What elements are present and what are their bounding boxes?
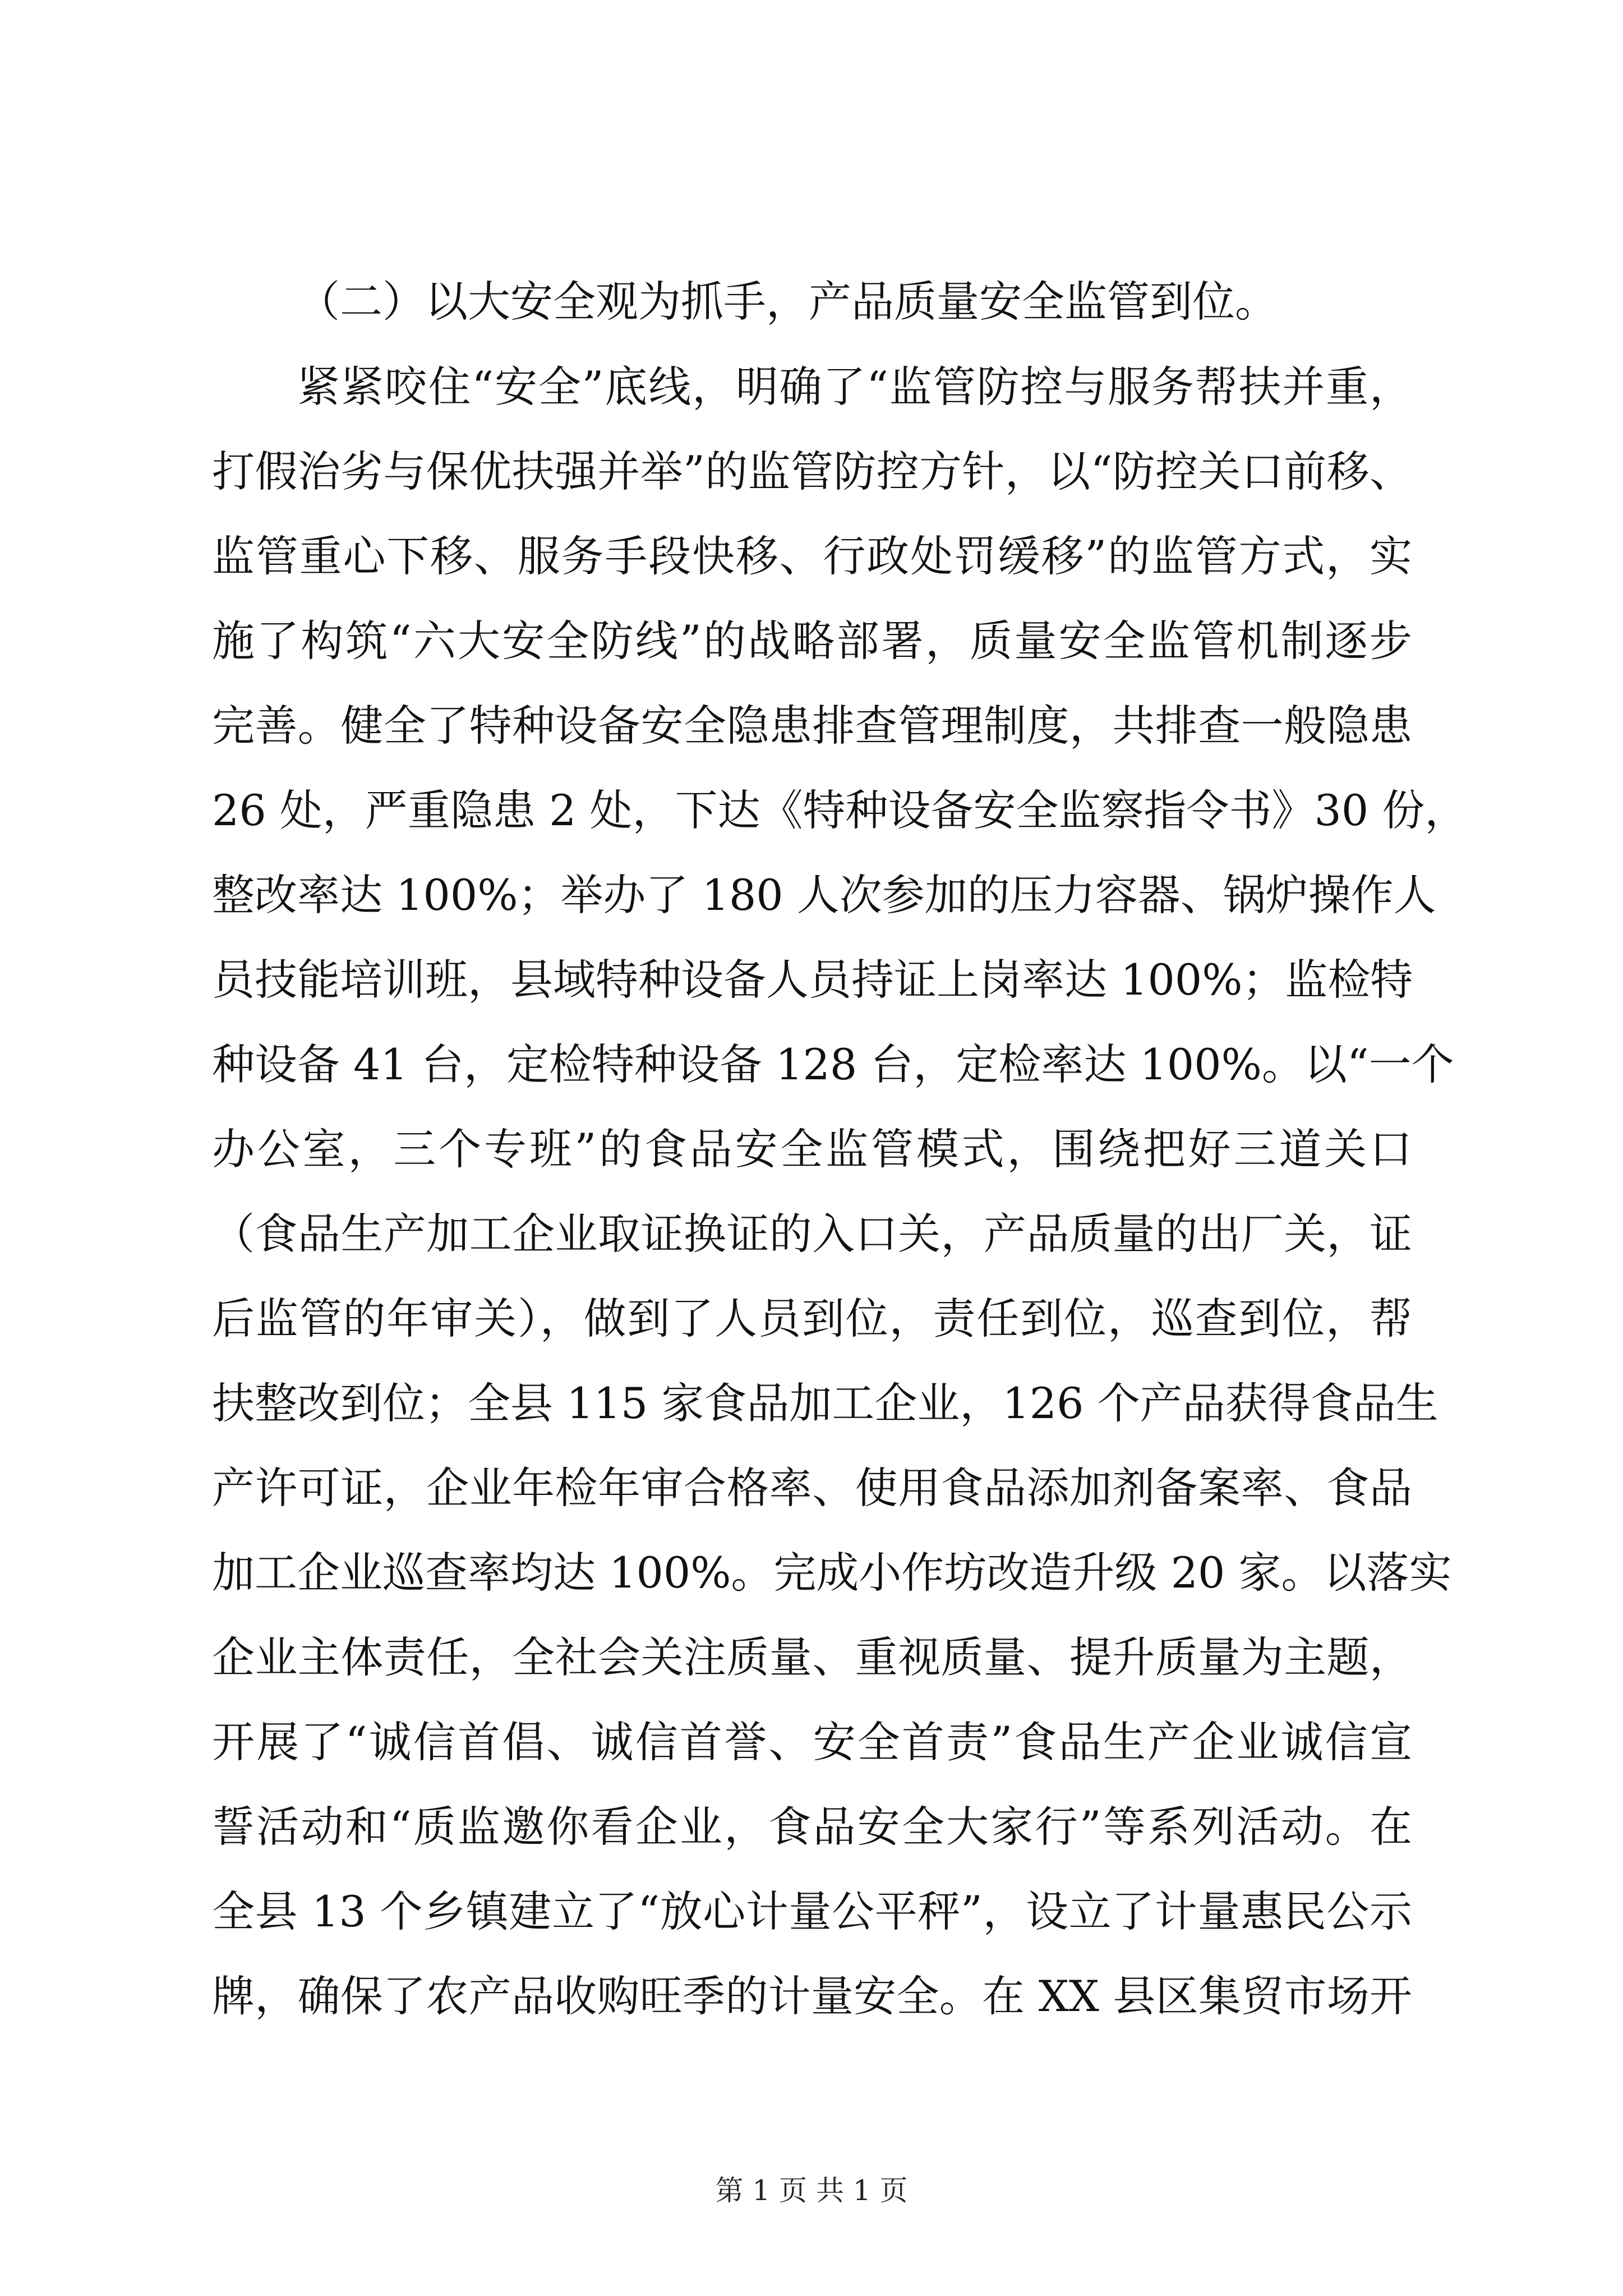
paragraph <box>212 344 1468 2039</box>
section-heading: （二）以大安全观为抓手，产品质量安全监管到位。 <box>297 277 1278 326</box>
paragraph-line: 牌，确保了农产品收购旺季的计量安全。在 XX 县区集贸市场开 <box>212 1971 1412 2021</box>
paragraph-line: 企业主体责任，全社会关注质量、重视质量、提升质量为主题， <box>212 1632 1412 1682</box>
paragraph-line: 完善。健全了特种设备安全隐患排查管理制度，共排查一般隐患 <box>212 701 1412 751</box>
paragraph-line: 开展了“诚信首倡、诚信首誉、安全首责”食品生产企业诚信宣 <box>212 1717 1412 1767</box>
paragraph-line: 26 处，严重隐患 2 处，下达《特种设备安全监察指令书》30 份， <box>212 785 1468 835</box>
paragraph-line: 产许可证，企业年检年审合格率、使用食品添加剂备案率、食品 <box>212 1463 1412 1513</box>
paragraph-line: 后监管的年审关），做到了人员到位，责任到位，巡查到位，帮 <box>212 1294 1412 1343</box>
paragraph-line: 办公室，三个专班”的食品安全监管模式，围绕把好三道关口 <box>212 1124 1412 1174</box>
paragraph-line: 监管重心下移、服务手段快移、行政处罚缓移”的监管方式，实 <box>212 531 1412 581</box>
paragraph-line: 员技能培训班，县域特种设备人员持证上岗率达 100%；监检特 <box>212 955 1413 1005</box>
paragraph-line: 整改率达 100%；举办了 180 人次参加的压力容器、锅炉操作人 <box>212 870 1436 920</box>
page-number-footer: 第 1 页 共 1 页 <box>715 2174 908 2207</box>
paragraph-line: （食品生产加工企业取证换证的入口关，产品质量的出厂关，证 <box>212 1209 1412 1259</box>
paragraph-line: 加工企业巡查率均达 100%。完成小作坊改造升级 20 家。以落实 <box>212 1548 1452 1598</box>
paragraph-line: 誓活动和“质监邀你看企业，食品安全大家行”等系列活动。在 <box>212 1802 1412 1852</box>
paragraph-line: 种设备 41 台，定检特种设备 128 台，定检率达 100%。以“一个 <box>212 1039 1454 1089</box>
document-body <box>212 259 1468 2039</box>
paragraph-line: 全县 13 个乡镇建立了“放心计量公平秤”，设立了计量惠民公示 <box>212 1887 1412 1936</box>
paragraph-line: 紧紧咬住“安全”底线，明确了“监管防控与服务帮扶并重， <box>297 362 1412 412</box>
paragraph-line: 施了构筑“六大安全防线”的战略部署，质量安全监管机制逐步 <box>212 616 1412 666</box>
paragraph-line: 打假治劣与保优扶强并举”的监管防控方针，以“防控关口前移、 <box>212 447 1412 496</box>
paragraph-line: 扶整改到位；全县 115 家食品加工企业，126 个产品获得食品生 <box>212 1378 1438 1428</box>
